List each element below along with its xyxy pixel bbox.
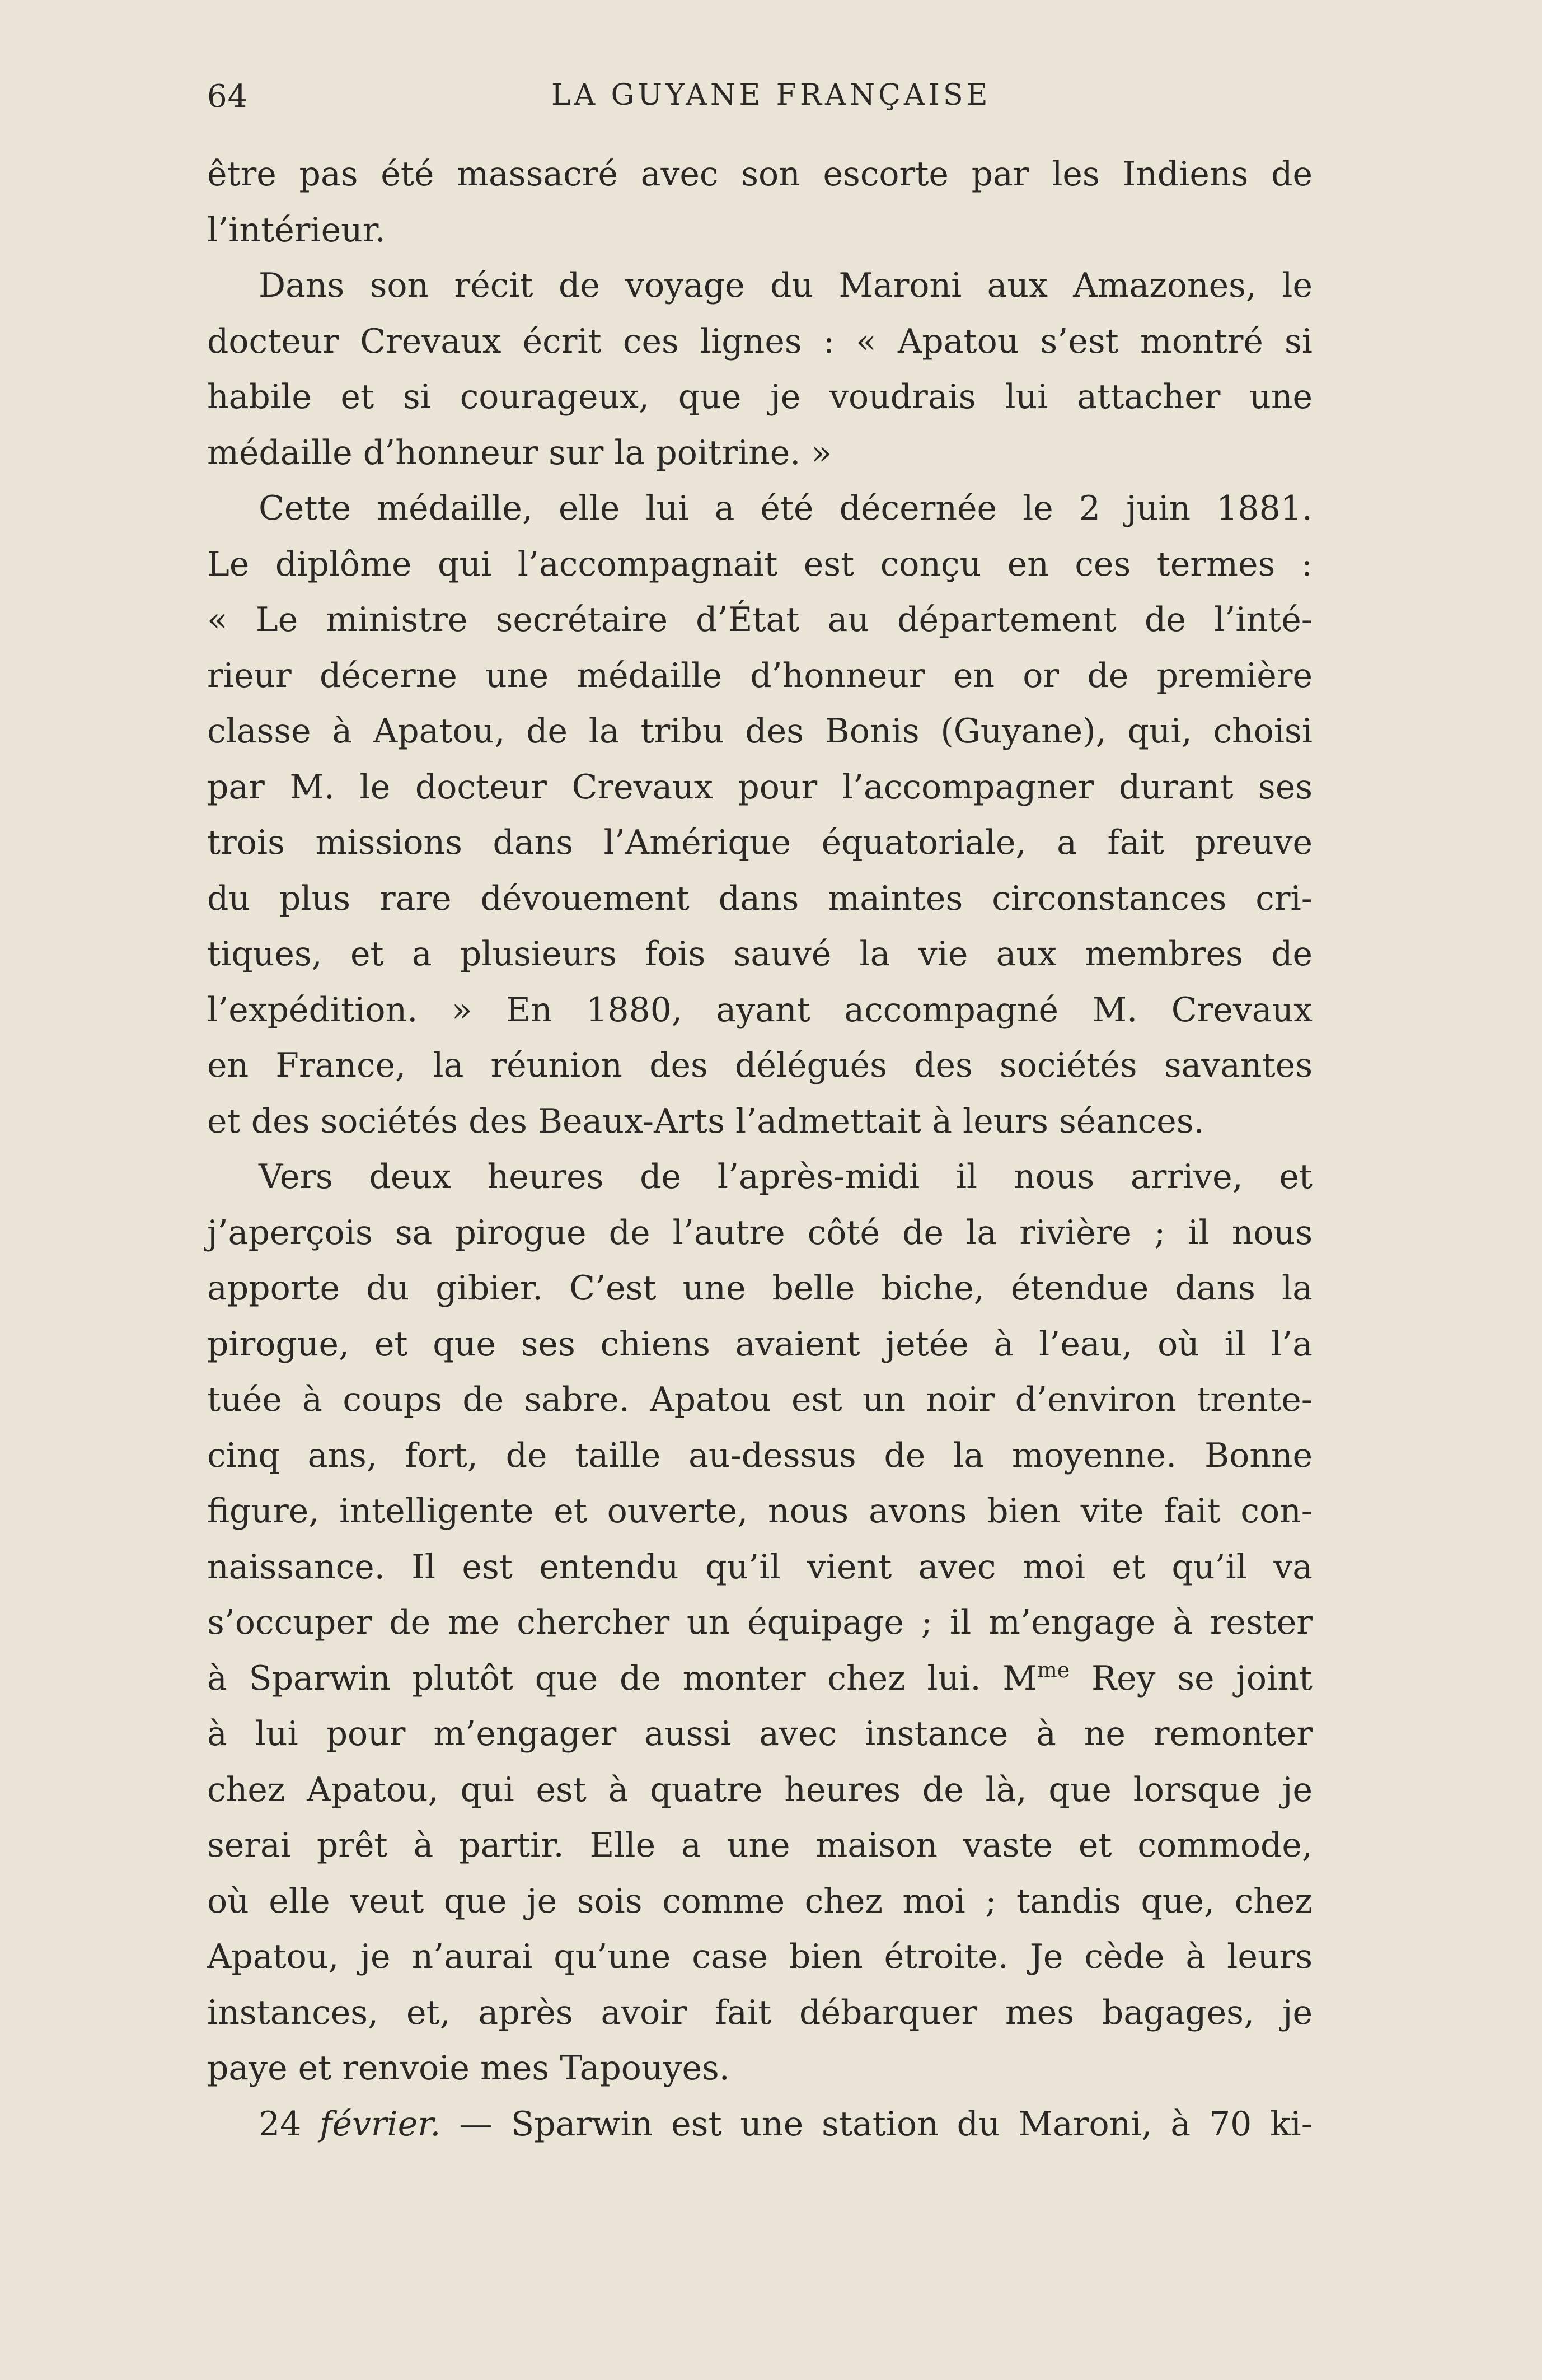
- text-line: et des sociétés des Beaux-Arts l’admettait à leurs séances.: [207, 1101, 1204, 1141]
- text-line: tuée à coups de sabre. Apatou est un noir d’environ trente-: [207, 1380, 1313, 1419]
- text-line: Dans son récit de voyage du Maroni aux Amazones, le: [259, 266, 1313, 305]
- text-line: pirogue, et que ses chiens avaient jetée à l’eau, où il l’a: [207, 1324, 1313, 1364]
- mme-abbrev-sup: me: [1037, 1657, 1070, 1682]
- text-line: s’occuper de me chercher un équipage ; il m’engage à rester: [207, 1603, 1313, 1642]
- text-line: instances, et, après avoir fait débarquer mes bagages, je: [207, 1993, 1313, 2032]
- text-line-mme: [207, 1651, 1313, 1707]
- text-line: figure, intelligente et ouverte, nous avons bien vite fait con-: [207, 1491, 1313, 1531]
- text-line: trois missions dans l’Amérique équatoriale, a fait preuve: [207, 823, 1313, 862]
- text-line: Vers deux heures de l’après-midi il nous arrive, et: [259, 1157, 1313, 1196]
- running-head: [207, 78, 1313, 123]
- line-end: — Sparwin est une station du Maroni, à 70 ki-: [459, 2104, 1313, 2144]
- mme-abbrev-base: M: [1002, 1658, 1037, 1698]
- text-line: j’aperçois sa pirogue de l’autre côté de la rivière ; il nous: [207, 1213, 1313, 1252]
- text-line: en France, la réunion des délégués des sociétés savantes: [207, 1046, 1313, 1085]
- text-line: chez Apatou, qui est à quatre heures de là, que lorsque je: [207, 1770, 1313, 1809]
- line-start: à Sparwin plutôt que de monter chez lui.: [207, 1658, 981, 1698]
- text-line: tiques, et a plusieurs fois sauvé la vie aux membres de: [207, 934, 1313, 974]
- text-line: où elle veut que je sois comme chez moi ; tandis que, chez: [207, 1881, 1313, 1921]
- text-line: du plus rare dévouement dans maintes circonstances cri-: [207, 878, 1313, 918]
- text-line: Cette médaille, elle lui a été décernée le 2 juin 1881.: [259, 489, 1313, 528]
- date-day: 24: [259, 2104, 302, 2144]
- text-line: rieur décerne une médaille d’honneur en or de première: [207, 656, 1313, 695]
- text-line: Le diplôme qui l’accompagnait est conçu en ces termes :: [207, 544, 1313, 584]
- text-line: paye et renvoie mes Tapouyes.: [207, 2049, 730, 2088]
- text-line-date: [207, 2097, 1313, 2153]
- text-line: naissance. Il est entendu qu’il vient avec moi et qu’il va: [207, 1547, 1313, 1587]
- text-line: l’intérieur.: [207, 210, 386, 250]
- text-line: l’expédition. » En 1880, ayant accompagné M. Crevaux: [207, 990, 1313, 1030]
- text-line: habile et si courageux, que je voudrais lui attacher une: [207, 377, 1313, 417]
- text-line: à lui pour m’engager aussi avec instance à ne remonter: [207, 1714, 1313, 1754]
- text-line: par M. le docteur Crevaux pour l’accompagner durant ses: [207, 767, 1313, 807]
- text-line: classe à Apatou, de la tribu des Bonis (Guyane), qui, choisi: [207, 712, 1313, 751]
- running-title: LA GUYANE FRANÇAISE: [551, 78, 991, 112]
- text-line: docteur Crevaux écrit ces lignes : « Apatou s’est montré si: [207, 321, 1313, 361]
- text-line: Apatou, je n’aurai qu’une case bien étroite. Je cède à leurs: [207, 1937, 1313, 1976]
- text-line: cinq ans, fort, de taille au-dessus de la moyenne. Bonne: [207, 1436, 1313, 1475]
- text-line: apporte du gibier. C’est une belle biche, étendue dans la: [207, 1269, 1313, 1308]
- text-line: médaille d’honneur sur la poitrine. »: [207, 433, 832, 473]
- text-line: être pas été massacré avec son escorte par les Indiens de: [207, 155, 1313, 194]
- date-month: février.: [320, 2104, 441, 2144]
- body-text: [207, 147, 1313, 2152]
- line-end: Rey se joint: [1091, 1658, 1313, 1698]
- text-line: « Le ministre secrétaire d’État au département de l’inté-: [207, 600, 1313, 639]
- page-number: 64: [207, 78, 249, 115]
- text-line: serai prêt à partir. Elle a une maison vaste et commode,: [207, 1826, 1313, 1865]
